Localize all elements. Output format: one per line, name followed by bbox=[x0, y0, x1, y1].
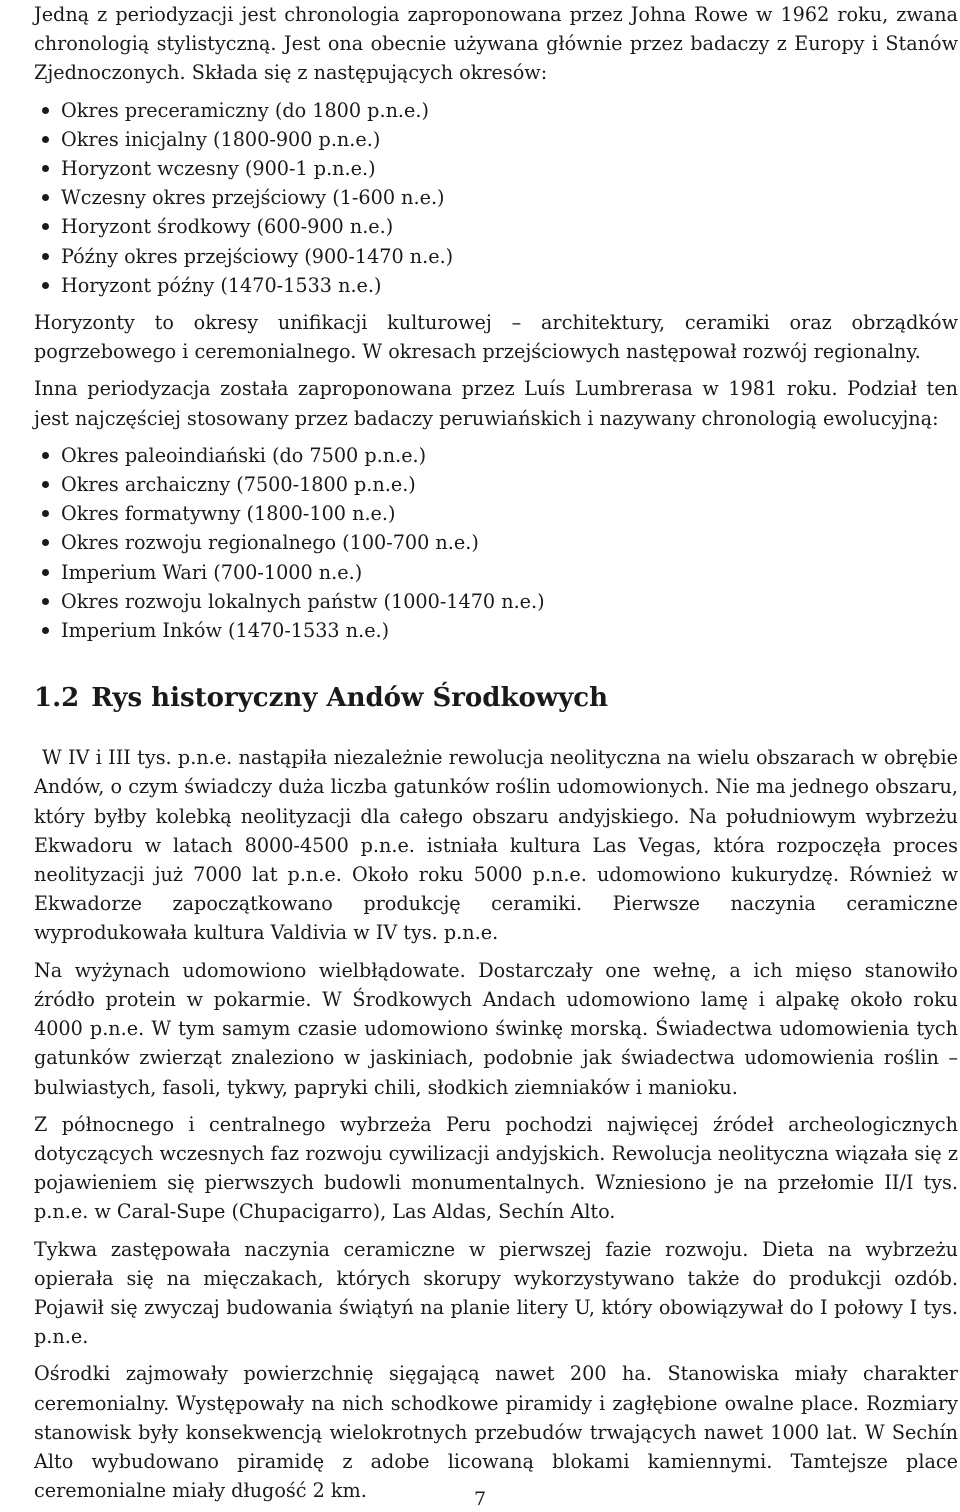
bullet-icon bbox=[42, 627, 49, 634]
list-item: Późny okres przejściowy (900-1470 n.e.) bbox=[34, 242, 958, 271]
page-body bbox=[34, 0, 958, 1505]
list-item: Imperium Inków (1470-1533 n.e.) bbox=[34, 616, 958, 645]
bullet-icon bbox=[42, 165, 49, 172]
list-item: Wczesny okres przejściowy (1-600 n.e.) bbox=[34, 183, 958, 212]
list-item: Okres preceramiczny (do 1800 p.n.e.) bbox=[34, 96, 958, 125]
list-item: Okres rozwoju lokalnych państw (1000-1470 n.e.) bbox=[34, 587, 958, 616]
list-item: Okres inicjalny (1800-900 p.n.e.) bbox=[34, 125, 958, 154]
bullet-icon bbox=[42, 598, 49, 605]
intro-paragraph: Jedną z periodyzacji jest chronologia zaproponowana przez Johna Rowe w 1962 roku, zwana chronologią stylistyczną. Jest ona obecnie używana głównie przez badaczy z Europy i Stanów Zjednoczonych. Składa się z następujących okresów: bbox=[34, 3, 958, 85]
list-item: Okres paleoindiański (do 7500 p.n.e.) bbox=[34, 441, 958, 470]
bullet-icon bbox=[42, 481, 49, 488]
bullet-icon bbox=[42, 282, 49, 289]
list-item: Horyzont wczesny (900-1 p.n.e.) bbox=[34, 154, 958, 183]
list-item: Okres formatywny (1800-100 n.e.) bbox=[34, 499, 958, 528]
section-paragraph: Z północnego i centralnego wybrzeża Peru pochodzi najwięcej źródeł archeologicznych dotyczących wczesnych faz rozwoju cywilizacji andyjskich. Rewolucja neolityczna wiązała się z pojawieniem się pierwszych budowli monumentalnych. Wzniesiono je na przełomie II/I tys. p.n.e. w Caral-Supe (Chupacigarro), Las Aldas, Sechín Alto. bbox=[34, 1112, 958, 1224]
list-item: Horyzont późny (1470-1533 n.e.) bbox=[34, 271, 958, 300]
bullet-icon bbox=[42, 223, 49, 230]
section-number: 1.2 bbox=[34, 683, 80, 714]
section-paragraph: Ośrodki zajmowały powierzchnię sięgającą nawet 200 ha. Stanowiska miały charakter ceremonialny. Występowały na nich schodkowe piramidy i zagłębione owalne place. Rozmiary stanowisk były konsekwencją wielokrotnych przebudów trwających nawet 1000 lat. W Sechín Alto wybudowano piramidę z adobe licowaną blokami kamiennymi. Tamtejsze place ceremonialne miały długość 2 km. bbox=[34, 1362, 958, 1503]
bullet-icon bbox=[42, 253, 49, 260]
bullet-icon bbox=[42, 107, 49, 114]
page-number: 7 bbox=[473, 1488, 487, 1510]
lumbreras-paragraph: Inna periodyzacja została zaproponowana przez Luís Lumbrerasa w 1981 roku. Podział ten jest najczęściej stosowany przez badaczy peruwiańskich i nazywany chronologią ewolucyjną: bbox=[34, 377, 958, 430]
bullet-icon bbox=[42, 539, 49, 546]
section-paragraph: W IV i III tys. p.n.e. nastąpiła niezależnie rewolucja neolityczna na wielu obszarach w obrębie Andów, o czym świadczy duża liczba gatunków roślin udomowionych. Nie ma jednego obszaru, który byłby kolebką neolityzacji dla całego obszaru andyjskiego. Na południowym wybrzeżu Ekwadoru w latach 8000-4500 p.n.e. istniała kultura Las Vegas, która rozpoczęła proces neolityzacji już 7000 lat p.n.e. Około roku 5000 p.n.e. udomowiono kukurydzę. Również w Ekwadorze zapoczątkowano produkcję ceramiki. Pierwsze naczynia ceramiczne wyprodukowała kultura Valdivia w IV tys. p.n.e. bbox=[34, 746, 958, 945]
list-item: Okres archaiczny (7500-1800 p.n.e.) bbox=[34, 470, 958, 499]
section-paragraph: Tykwa zastępowała naczynia ceramiczne w pierwszej fazie rozwoju. Dieta na wybrzeżu opierała się na mięczakach, których skorupy wykorzystywano także do produkcji ozdób. Pojawił się zwyczaj budowania świątyń na planie litery U, który obowiązywał do I połowy I tys. p.n.e. bbox=[34, 1237, 958, 1349]
list-item: Okres rozwoju regionalnego (100-700 n.e.) bbox=[34, 528, 958, 557]
section-paragraph: Na wyżynach udomowiono wielbłądowate. Dostarczały one wełnę, a ich mięso stanowiło źródło protein w pokarmie. W Środkowych Andach udomowiono lamę i alpakę około roku 4000 p.n.e. W tym samym czasie udomowiono świnkę morską. Świadectwa udomowienia tych gatunków zwierząt znaleziono w jaskiniach, podobnie jak świadectwa udomowienia roślin – bulwiastych, fasoli, tykwy, papryki chili, słodkich ziemniaków i manioku. bbox=[34, 958, 958, 1099]
list-item: Horyzont środkowy (600-900 n.e.) bbox=[34, 212, 958, 241]
bullet-icon bbox=[42, 510, 49, 517]
bullet-icon bbox=[42, 452, 49, 459]
horizons-paragraph: Horyzonty to okresy unifikacji kulturowej – architektury, ceramiki oraz obrządków pogrzebowego i ceremonialnego. W okresach przejściowych następował rozwój regionalny. bbox=[34, 311, 958, 364]
section-title: Rys historyczny Andów Środkowych bbox=[91, 683, 609, 714]
bullet-icon bbox=[42, 569, 49, 576]
rowe-periods-list bbox=[34, 96, 958, 300]
list-item: Imperium Wari (700-1000 n.e.) bbox=[34, 558, 958, 587]
lumbreras-periods-list bbox=[34, 441, 958, 645]
bullet-icon bbox=[42, 194, 49, 201]
bullet-icon bbox=[42, 136, 49, 143]
section-heading bbox=[34, 681, 958, 715]
